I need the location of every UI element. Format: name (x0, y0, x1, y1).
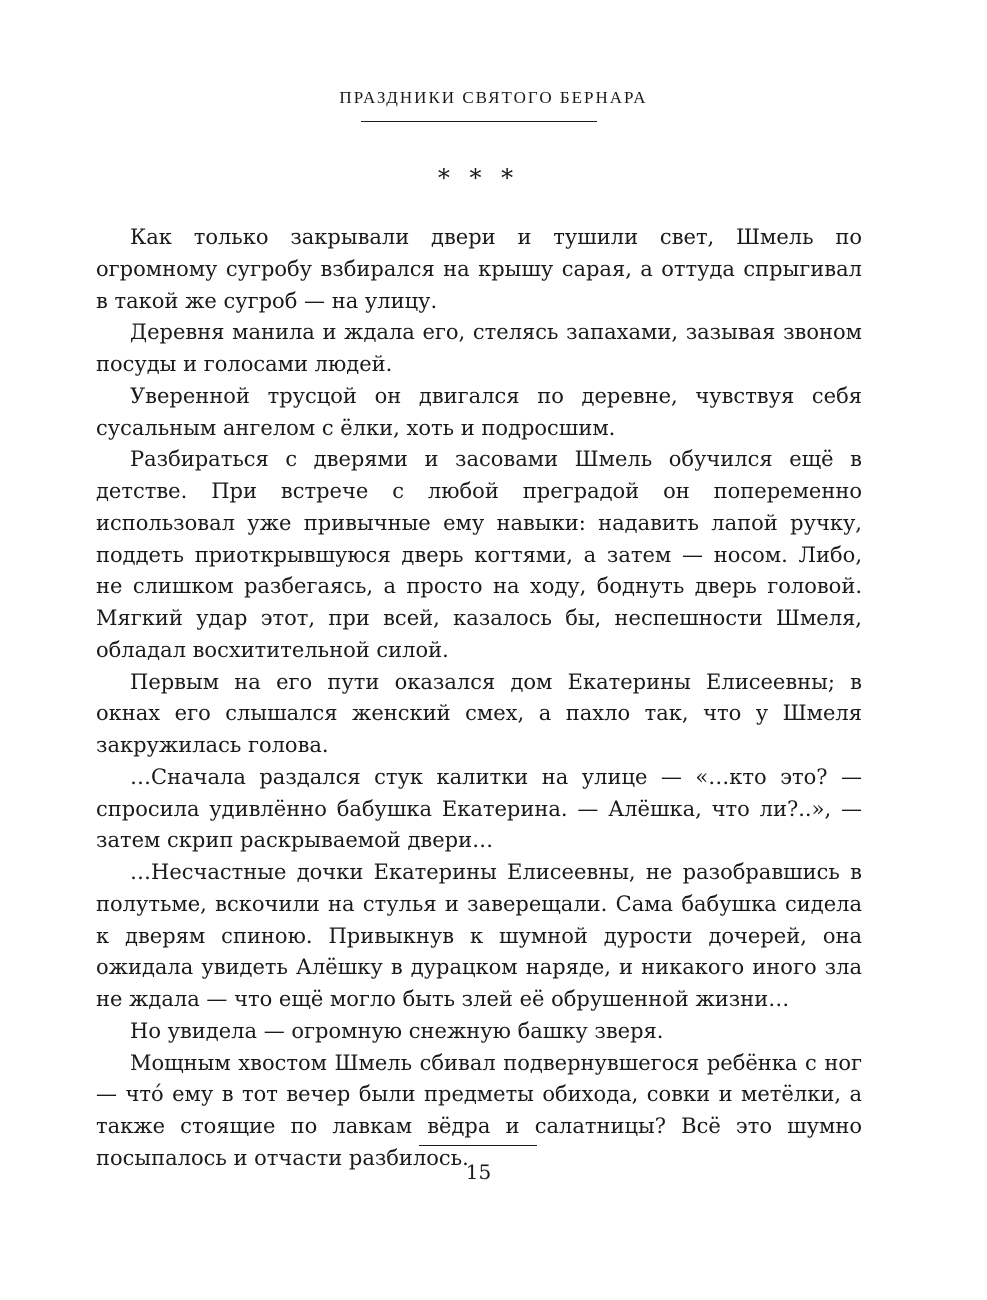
header-rule (361, 121, 597, 122)
paragraph: Мощным хвостом Шмель сбивал подвернувшегося ребёнка с ног — что́ ему в тот вечер были предметы обихода, совки и метёлки, а также стоящие по лавкам вёдра и салатницы? Всё это шумно посыпалось и отчасти разбилось. (96, 1050, 862, 1170)
paragraph: Как только закрывали двери и тушили свет, Шмель по огромному сугробу взбирался на крышу сарая, а оттуда спрыгивал в такой же сугроб — на улицу. (96, 225, 862, 313)
paragraph: Но увидела — огромную снежную башку зверя. (130, 1018, 664, 1043)
paragraph: Уверенной трусцой он двигался по деревне, чувствуя себя сусальным ангелом с ёлки, хоть и подросшим. (96, 383, 862, 440)
paragraph: …Несчастные дочки Екатерины Елисеевны, не разобравшись в полутьме, вскочили на стулья и заверещали. Сама бабушка сидела к дверям спиною. Привыкнув к шумной дурости дочерей, она ожидала увидеть Алёшку в дурацком наряде, и никакого иного зла не ждала — что ещё могло быть злей её обрушенной жизни… (96, 860, 862, 1011)
paragraph: Разбираться с дверями и засовами Шмель обучился ещё в детстве. При встрече с любой преградой он попеременно использовал уже привычные ему навыки: надавить лапой ручку, поддеть приоткрывшуюся дверь когтями, а затем — носом. Либо, не слишком разбегаясь, а просто на ходу, боднуть дверь головой. Мягкий удар этот, при всей, казалось бы, неспешности Шмеля, обладал восхитительной силой. (96, 447, 862, 662)
paragraph: Первым на его пути оказался дом Екатерины Елисеевны; в окнах его слышался женский смех, а пахло так, что у Шмеля закружилась голова. (96, 669, 862, 757)
page-number: 15 (465, 1160, 492, 1184)
paragraph: …Сначала раздался стук калитки на улице — «…кто это? — спросила удивлённо бабушка Екатерина. — Алёшка, что ли?..», — затем скрип раскрываемой двери… (96, 764, 862, 853)
footer-rule (419, 1145, 537, 1146)
running-head: ПРАЗДНИКИ СВЯТОГО БЕРНАРА (339, 88, 648, 107)
section-break: * * * (437, 164, 520, 192)
body-text (96, 222, 862, 1175)
paragraph: Деревня манила и ждала его, стелясь запахами, зазывая звоном посуды и голосами людей. (96, 320, 862, 376)
